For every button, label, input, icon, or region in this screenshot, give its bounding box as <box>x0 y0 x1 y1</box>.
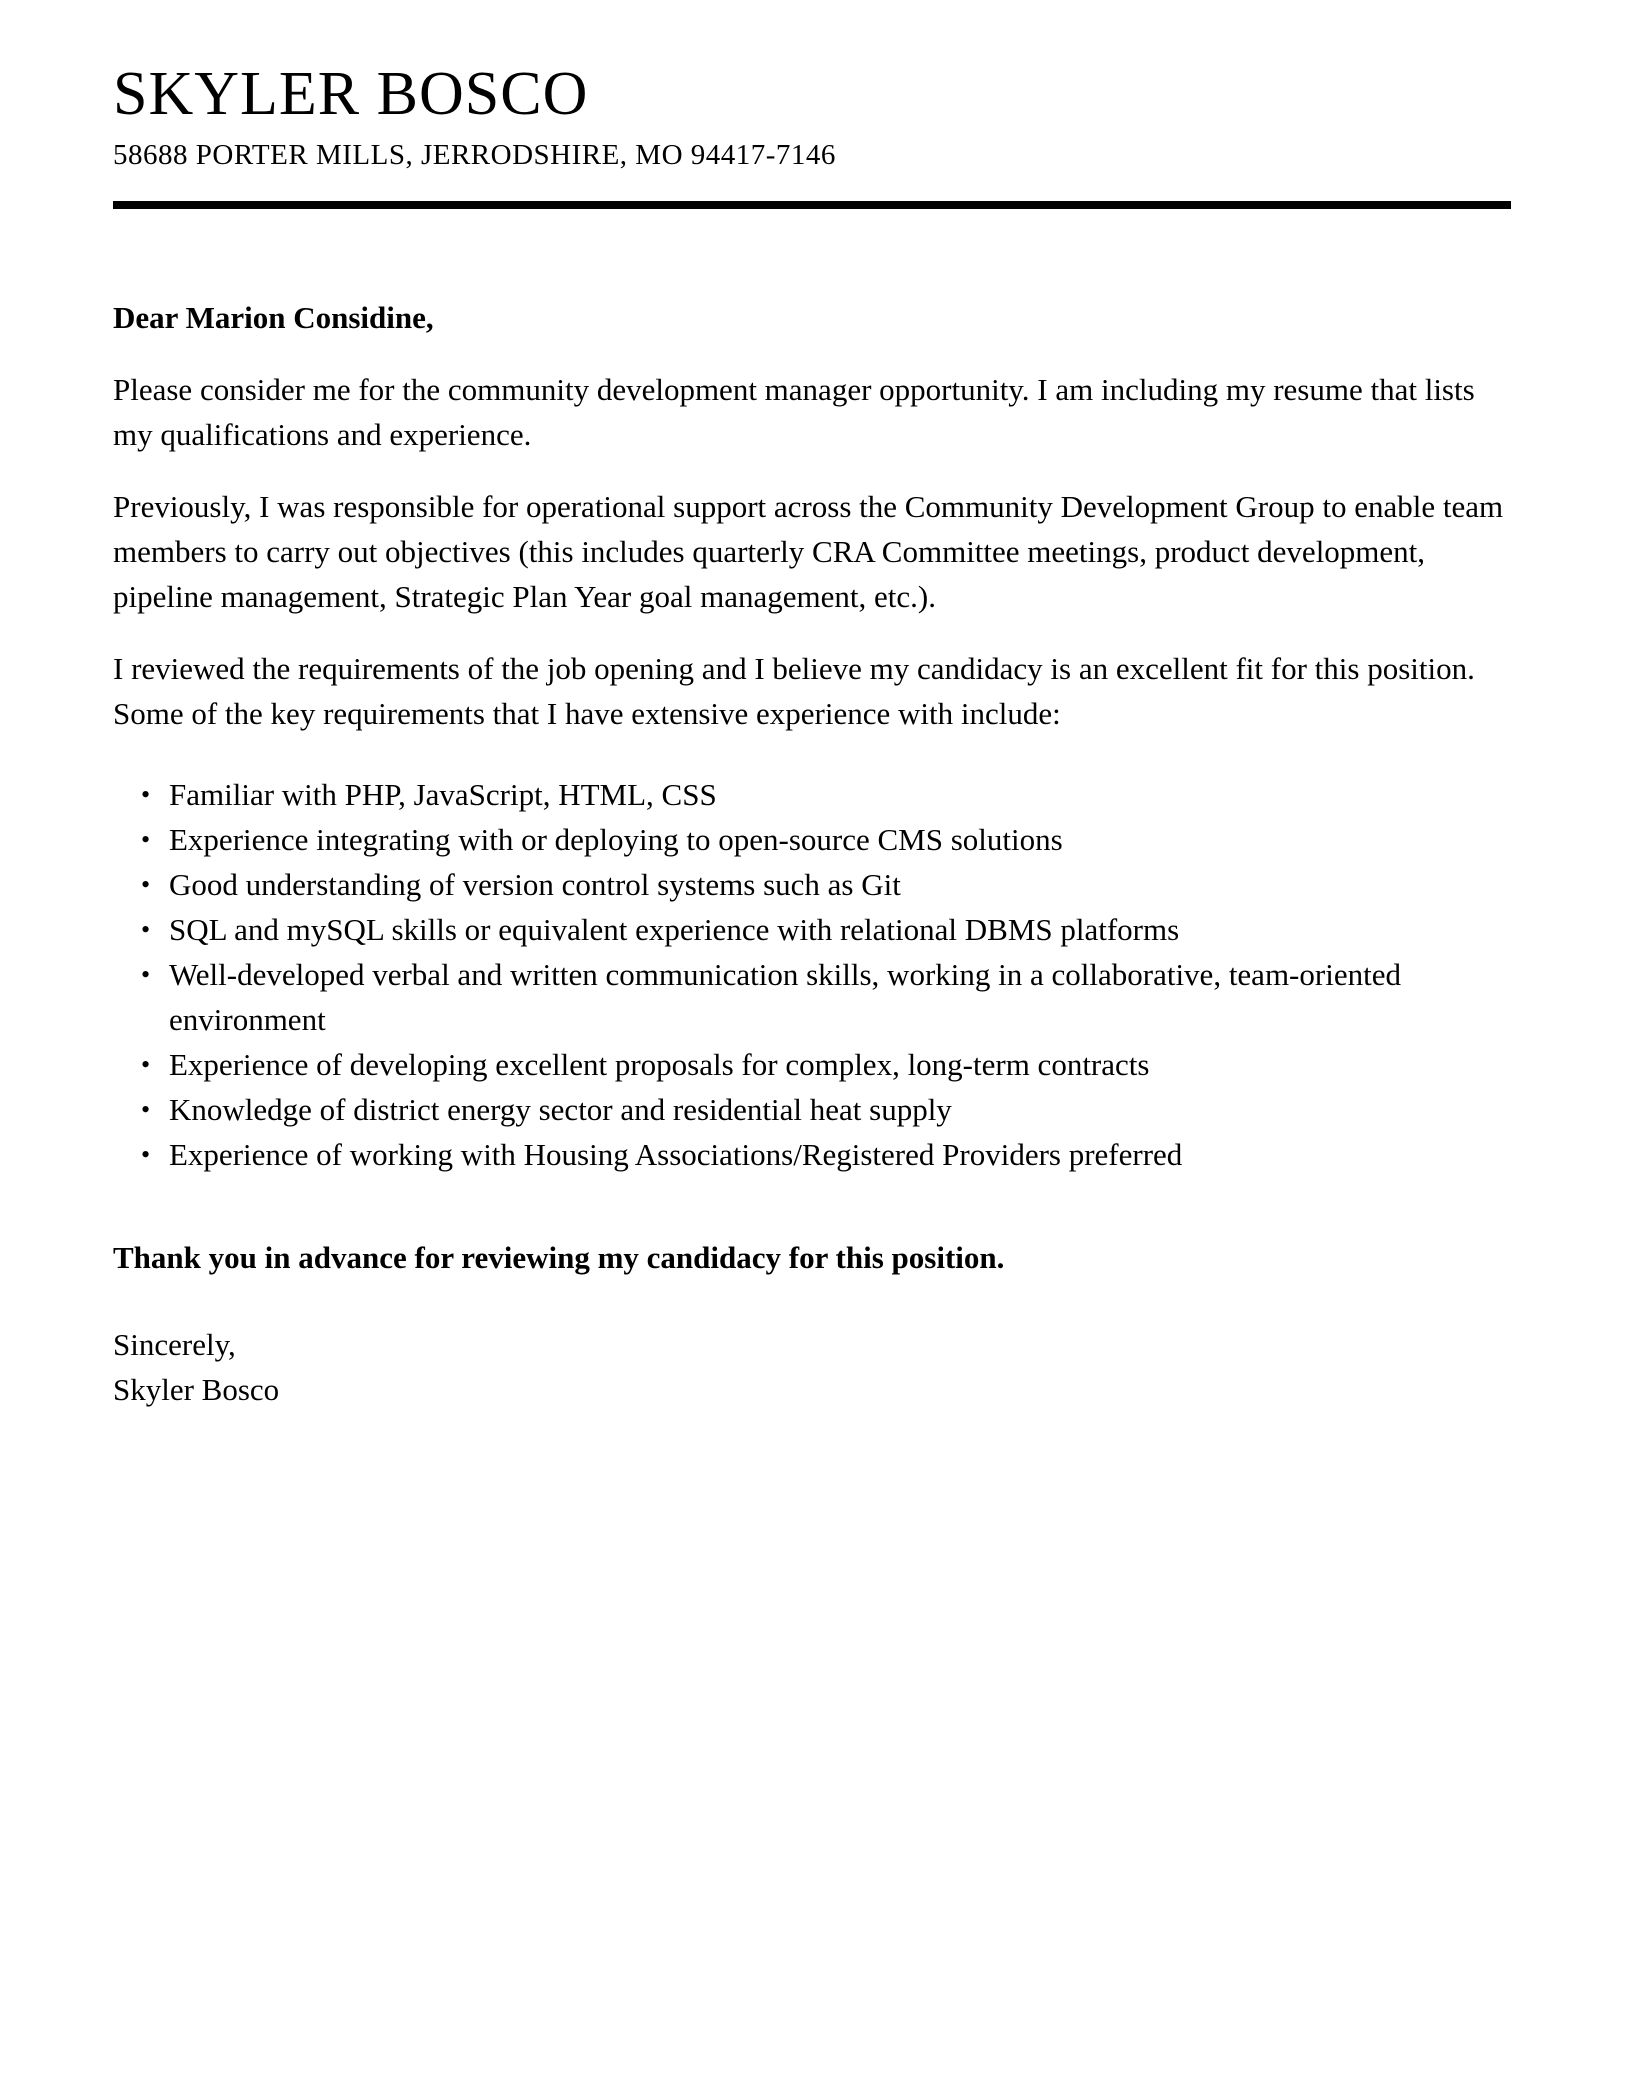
bullet-icon: • <box>141 1094 151 1124</box>
bullet-icon: • <box>141 959 151 989</box>
list-item <box>141 907 1520 952</box>
requirements-list <box>113 772 1520 1177</box>
list-item <box>141 1132 1520 1177</box>
salutation: Dear Marion Considine, <box>113 299 434 335</box>
list-item-text: Experience integrating with or deploying to open-source CMS solutions <box>169 821 1063 857</box>
header-divider <box>113 201 1511 209</box>
bullet-icon: • <box>141 824 151 854</box>
sender-name: SKYLER BOSCO <box>113 60 589 128</box>
closing-emphasis: Thank you in advance for reviewing my candidacy for this position. <box>113 1239 1005 1275</box>
bullet-icon: • <box>141 1139 151 1169</box>
list-item <box>141 952 1520 1042</box>
list-item-text: SQL and mySQL skills or equivalent experience with relational DBMS platforms <box>169 911 1180 947</box>
bullet-icon: • <box>141 869 151 899</box>
list-item-text: Experience of working with Housing Associations/Registered Providers preferred <box>169 1136 1183 1172</box>
list-item-text: Experience of developing excellent proposals for complex, long-term contracts <box>169 1046 1150 1082</box>
bullet-icon: • <box>141 1049 151 1079</box>
paragraph-requirements-lead: I reviewed the requirements of the job opening and I believe my candidacy is an excellent fit for this position. Some of the key requirements that I have extensive experience with include: <box>113 650 1475 731</box>
paragraph-intro: Please consider me for the community development manager opportunity. I am including my resume that lists my qualifications and experience. <box>113 371 1475 452</box>
bullet-icon: • <box>141 779 151 809</box>
list-item <box>141 1042 1520 1087</box>
list-item <box>141 1087 1520 1132</box>
list-item-text: Familiar with PHP, JavaScript, HTML, CSS <box>169 776 717 812</box>
sender-address: 58688 PORTER MILLS, JERRODSHIRE, MO 94417-7146 <box>113 139 836 172</box>
list-item <box>141 862 1520 907</box>
list-item <box>141 817 1520 862</box>
list-item-text: Well-developed verbal and written communication skills, working in a collaborative, team-oriented environment <box>169 956 1401 1037</box>
signature-name: Skyler Bosco <box>113 1371 280 1407</box>
letter-body <box>113 295 1520 1412</box>
list-item <box>141 772 1520 817</box>
signoff: Sincerely, <box>113 1326 236 1362</box>
signature-block <box>113 1322 1520 1412</box>
paragraph-experience: Previously, I was responsible for operational support across the Community Development Group to enable team members to carry out objectives (this includes quarterly CRA Committee meetings, product development, pipeline management, Strategic Plan Year goal management, etc.). <box>113 488 1504 614</box>
list-item-text: Good understanding of version control systems such as Git <box>169 866 901 902</box>
bullet-icon: • <box>141 914 151 944</box>
letter-header <box>113 60 1520 209</box>
list-item-text: Knowledge of district energy sector and residential heat supply <box>169 1091 952 1127</box>
